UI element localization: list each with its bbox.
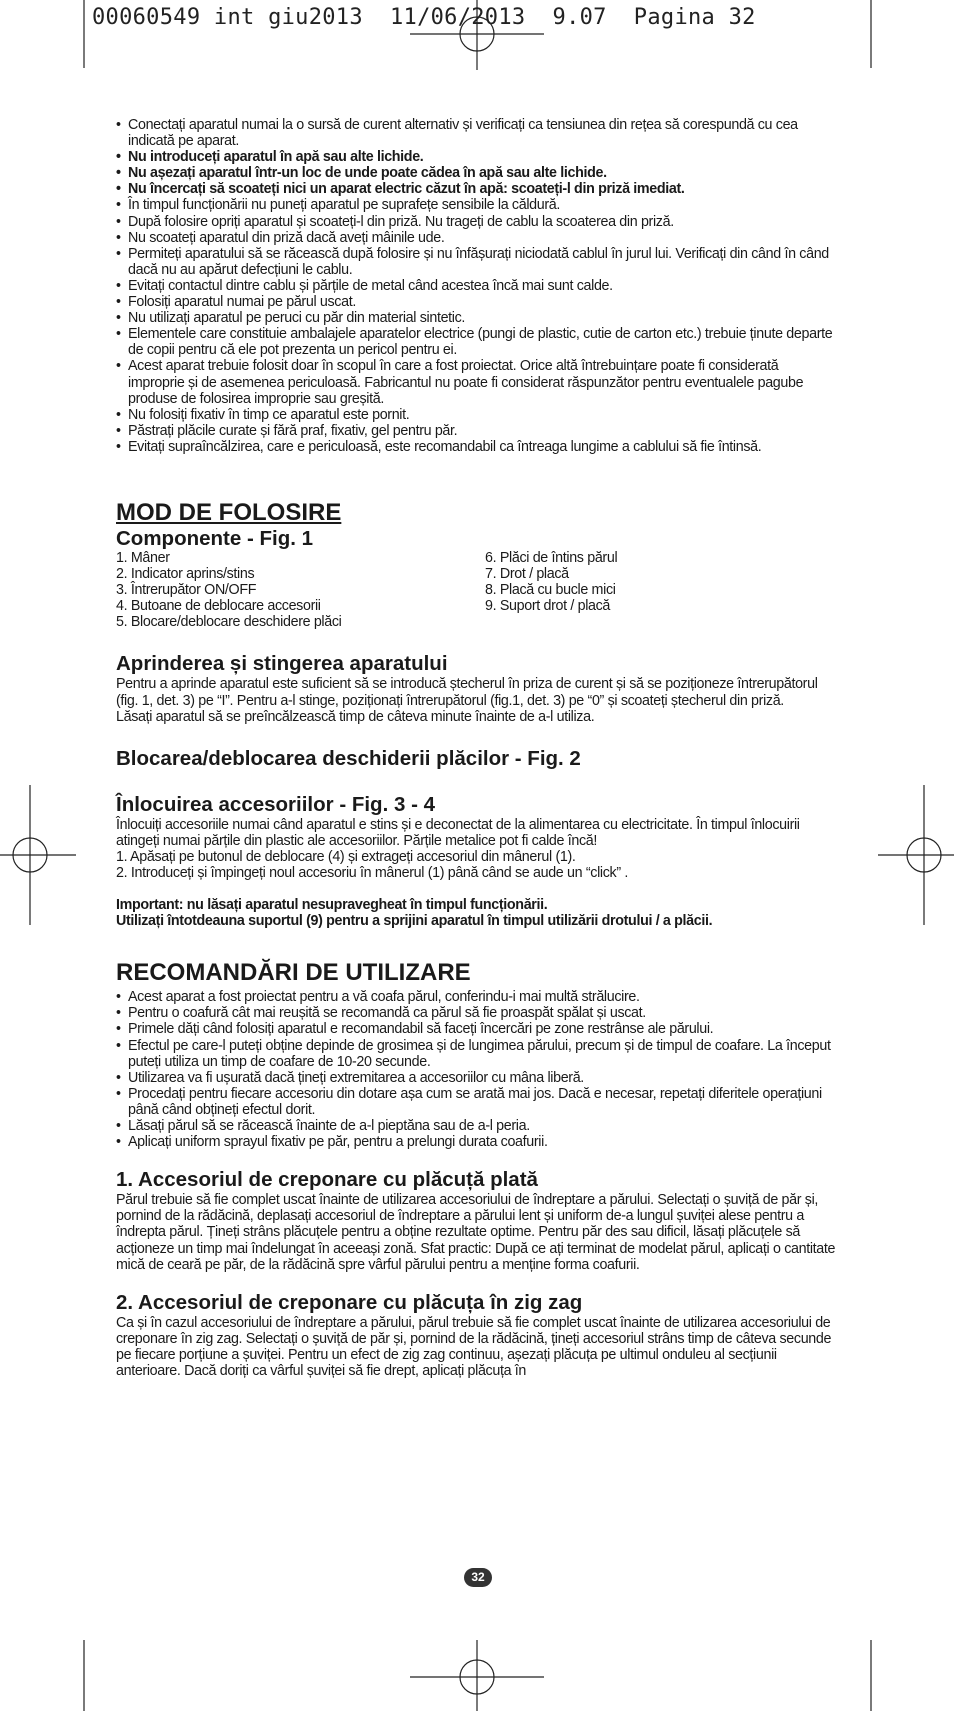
component-item: 3. Întrerupător ON/OFF bbox=[116, 582, 257, 599]
safety-item: • Evitați contactul dintre cablu și părțile de metal când acestea încă mai sunt calde. bbox=[116, 278, 838, 294]
recommendation-item: • Efectul pe care-l puteți obține depinde de grosimea și de lungimea părului, precum și de timpul de coafare. La început puteți utiliza un timp de coafare de 10-20 secunde. bbox=[116, 1038, 838, 1070]
safety-item: • Permiteți aparatului să se răcească după folosire și nu înfășurați niciodată cablul în jurul lui. Verificați din când în când dacă nu au apărut defecțiuni le cablu. bbox=[116, 246, 838, 278]
safety-item: • Păstrați plăcile curate și fără praf, fixativ, gel pentru păr. bbox=[116, 423, 838, 439]
component-list bbox=[116, 550, 838, 630]
inlocuirea-paragraph: Înlocuiți accesoriile numai când aparatul e stins și e deconectat de la alimentarea cu electricitate. În timpul înlocuirii atingeți numai părțile din plastic ale accesoriilor. Părțile metalice pot fi calde încă! bbox=[116, 816, 800, 849]
inlocuirea-title: Înlocuirea accesoriilor - Fig. 3 - 4 bbox=[116, 792, 435, 816]
safety-item: • Nu scoateți aparatul din priză dacă aveți mâinile ude. bbox=[116, 230, 838, 246]
accesoriu-1-paragraph: Părul trebuie să fie complet uscat înainte de utilizarea accesoriului de îndreptare a părului. Selectați o șuviță de păr și, pornind de la rădăcină, deplasați accesoriul de îndreptare a părului lent și uniform de-a lungul șuviței alese pentru a îndrepta părul. Țineți strâns plăcuțele pentru a obține rezultate optime. Pentru păr des sau dificil, lăsați plăcuțele să acționeze un timp mai îndelungat în aceeași zonă. Sfat practic: După ce ați terminat de modelat părul, aplicați o cantitate mică de ceară pe păr, de la rădăcină spre vârful părului pentru a menține forma coafurii. bbox=[116, 1192, 836, 1273]
recomandari-title: RECOMANDĂRI DE UTILIZARE bbox=[116, 959, 471, 987]
accesoriu-2-title: 2. Accesoriul de creponare cu plăcuța în zig zag bbox=[116, 1290, 583, 1314]
recommendation-item: • Pentru o coafură cât mai reușită se recomandă ca părul să fie proaspăt spălat și uscat. bbox=[116, 1005, 838, 1021]
recomandari-list bbox=[116, 989, 838, 1150]
component-item: 1. Mâner bbox=[116, 549, 170, 566]
recommendation-item: • Lăsați părul să se răcească înainte de a-l pieptăna sau de a-l peria. bbox=[116, 1118, 838, 1134]
safety-item: • Nu folosiți fixativ în timp ce aparatul este pornit. bbox=[116, 407, 838, 423]
accesoriu-1-title: 1. Accesoriul de creponare cu plăcuță plată bbox=[116, 1168, 538, 1192]
safety-item: • Nu utilizați aparatul pe peruci cu păr din material sintetic. bbox=[116, 310, 838, 326]
inlocuirea-step-2: 2. Introduceți și împingeți noul accesoriu în mânerul (1) până când se aude un “click” . bbox=[116, 865, 628, 881]
page-number: 32 bbox=[464, 1568, 492, 1587]
safety-item: • Nu introduceți aparatul în apă sau alte lichide. bbox=[116, 149, 838, 165]
recommendation-item: • Procedați pentru fiecare accesoriu din dotare așa cum se arată mai jos. Dacă e necesar, repetați diferitele operațiuni până când obțineți efectul dorit. bbox=[116, 1086, 838, 1118]
component-item: 8. Placă cu bucle mici bbox=[485, 582, 616, 599]
recommendation-item: • Aplicați uniform sprayul fixativ pe păr, pentru a prelungi durata coafurii. bbox=[116, 1134, 838, 1150]
blocarea-title: Blocarea/deblocarea deschiderii plăcilor - Fig. 2 bbox=[116, 746, 581, 770]
component-item: 5. Blocare/deblocare deschidere plăci bbox=[116, 614, 342, 631]
safety-item: • Conectați aparatul numai la o sursă de curent alternativ și verificați ca tensiunea din rețea să corespundă cu cea indicată pe aparat. bbox=[116, 117, 838, 149]
aprinderea-paragraph-2: Lăsați aparatul să se preîncălzească timp de câteva minute înainte de a-l utiliza. bbox=[116, 708, 595, 725]
safety-item: • Nu așezați aparatul într-un loc de unde poate cădea în apă sau alte lichide. bbox=[116, 165, 838, 181]
component-item: 6. Plăci de întins părul bbox=[485, 549, 618, 566]
safety-item: • Nu încercați să scoateți nici un aparat electric căzut în apă: scoateți-l din priză imediat. bbox=[116, 181, 838, 197]
safety-item: • Evitați supraîncălzirea, care e periculoasă, este recomandabil ca întreaga lungime a cablului să fie întinsă. bbox=[116, 439, 838, 455]
recommendation-item: • Utilizarea va fi ușurată dacă țineți extremitarea a accesoriilor cu mâna liberă. bbox=[116, 1070, 838, 1086]
safety-item: • Acest aparat trebuie folosit doar în scopul în care a fost proiectat. Orice altă întrebuințare poate fi considerată improprie și de asemenea periculoasă. Fabricantul nu poate fi considerat răspunzător pentru eventualele pagube produse de folosirea improprie sau greșită. bbox=[116, 358, 838, 406]
important-note-2: Utilizați întotdeauna suportul (9) pentru a sprijini aparatul în timpul utilizării drotului / a plăcii. bbox=[116, 913, 713, 930]
aprinderea-title: Aprinderea și stingerea aparatului bbox=[116, 652, 448, 676]
recommendation-item: • Primele dăți când folosiți aparatul e recomandabil să faceți încercări pe zone restrânse ale părului. bbox=[116, 1021, 838, 1037]
component-item: 9. Suport drot / placă bbox=[485, 598, 611, 615]
safety-item: • După folosire opriți aparatul și scoateți-l din priză. Nu trageți de cablu la scoaterea din priză. bbox=[116, 214, 838, 230]
aprinderea-paragraph: Pentru a aprinde aparatul este suficient să se introducă ștecherul în priza de curent și să se poziționeze întrerupătorul (fig. 1, det. 3) pe “I”. Pentru a-l stinge, poziționați întrerupătorul (fig.1, det. 3) pe “0” și scoateți ștecherul din priză. bbox=[116, 676, 818, 709]
component-col-1 bbox=[116, 550, 485, 630]
component-item: 2. Indicator aprins/stins bbox=[116, 566, 255, 583]
mod-de-folosire-title: MOD DE FOLOSIRE bbox=[116, 498, 342, 526]
safety-item: • Elementele care constituie ambalajele aparatelor electrice (pungi de plastic, cutie de carton etc.) trebuie ținute departe de copii pentru că ele pot prezenta un pericol pentru ei. bbox=[116, 326, 838, 358]
component-col-2 bbox=[485, 550, 838, 630]
important-note: Important: nu lăsați aparatul nesupravegheat în timpul funcționării. bbox=[116, 897, 548, 914]
component-item: 7. Drot / placă bbox=[485, 566, 569, 583]
page-content bbox=[116, 117, 838, 1379]
recommendation-item: • Acest aparat a fost proiectat pentru a vă coafa părul, conferindu-i mai multă strălucire. bbox=[116, 989, 838, 1005]
safety-list bbox=[116, 117, 838, 455]
print-header: 00060549 int giu2013 11/06/2013 9.07 Pagina 32 bbox=[92, 5, 756, 30]
accesoriu-2-paragraph: Ca și în cazul accesoriului de îndreptare a părului, părul trebuie să fie complet uscat înainte de utilizarea accesoriului de creponare în zig zag. Selectați o șuviță de păr și, pornind de la rădăcină, țineți accesoriul strâns timp de câteva secunde pe fiecare porțiune a șuviței. Pentru un efect de zig zag continuu, așezați plăcuța pe ultimul onduleu al secțiunii anterioare. Dacă doriți ca vârful șuviței să fie drept, aplicați plăcuța în bbox=[116, 1314, 832, 1379]
safety-item: • Folosiți aparatul numai pe părul uscat. bbox=[116, 294, 838, 310]
safety-item: • În timpul funcționării nu puneți aparatul pe suprafețe sensibile la căldură. bbox=[116, 197, 838, 213]
inlocuirea-step-1: 1. Apăsați pe butonul de deblocare (4) și extrageți accesoriul din mânerul (1). bbox=[116, 848, 576, 865]
component-item: 4. Butoane de deblocare accesorii bbox=[116, 598, 321, 615]
componente-title: Componente - Fig. 1 bbox=[116, 526, 314, 550]
